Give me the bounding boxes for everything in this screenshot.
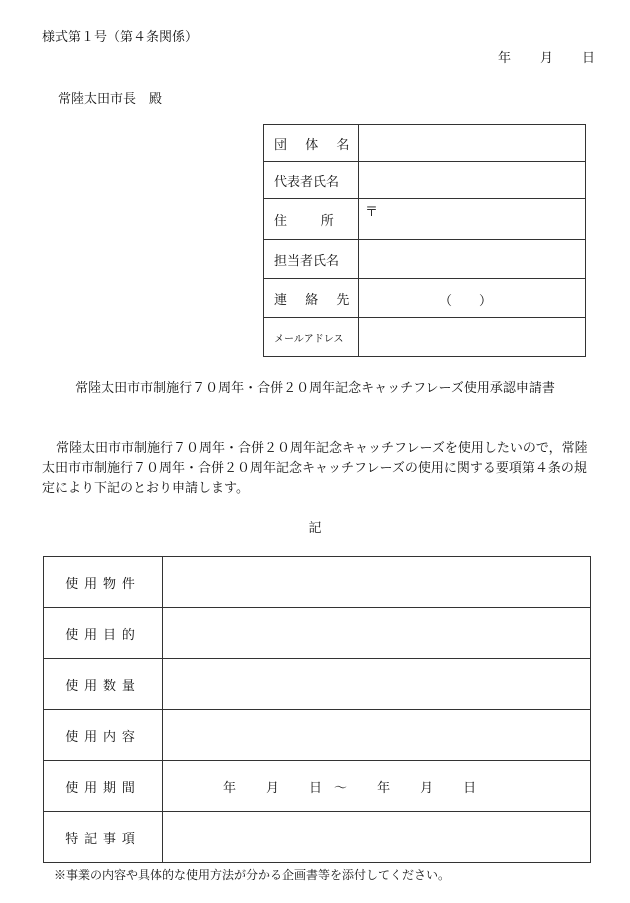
- date-year: 年: [498, 51, 512, 66]
- applicant-table: [263, 124, 586, 357]
- form-number: 様式第１号（第４条関係）: [42, 30, 199, 45]
- period-field[interactable]: [163, 761, 591, 812]
- period-label: 使用期間: [44, 761, 163, 812]
- paren-open: （: [439, 294, 453, 309]
- date-day: 日: [582, 51, 596, 66]
- period-end-day: 日: [463, 780, 477, 796]
- date-month: 月: [540, 51, 554, 66]
- org-name-label: 団 体 名: [264, 125, 359, 162]
- email-label: メールアドレス: [264, 318, 359, 357]
- submission-date: [498, 47, 595, 66]
- remarks-field[interactable]: [163, 812, 591, 863]
- quantity-field[interactable]: [163, 659, 591, 710]
- item-label: 使用物件: [44, 557, 163, 608]
- statement-text: 常陸太田市市制施行７０周年・合併２０周年記念キャッチフレーズを使用したいので，常陸太田市市制施行７０周年・合併２０周年記念キャッチフレーズの使用に関する要項第４条の規定により下記のとおり申請します。: [42, 441, 588, 496]
- content-field[interactable]: [163, 710, 591, 761]
- period-start-month: 月: [266, 780, 280, 796]
- application-statement: [42, 439, 592, 499]
- remarks-label: 特記事項: [44, 812, 163, 863]
- quantity-label: 使用数量: [44, 659, 163, 710]
- representative-field[interactable]: [359, 162, 586, 199]
- postal-mark: 〒: [365, 205, 379, 220]
- phone-parentheses: [439, 290, 492, 309]
- attachment-note: ※事業の内容や具体的な使用方法が分かる企画書等を添付してください。: [54, 868, 451, 882]
- address-field[interactable]: [359, 199, 586, 240]
- contact-person-label: 担当者氏名: [264, 240, 359, 279]
- period-start-day: 日: [309, 780, 323, 796]
- phone-field[interactable]: [359, 279, 586, 318]
- representative-label: 代表者氏名: [264, 162, 359, 199]
- period-start-year: 年: [223, 780, 237, 796]
- document-title: 常陸太田市市制施行７０周年・合併２０周年記念キャッチフレーズ使用承認申請書: [75, 381, 555, 396]
- period-tilde: ～: [334, 780, 348, 796]
- paren-close: ）: [479, 294, 493, 309]
- org-name-field[interactable]: [359, 125, 586, 162]
- ki-heading: 記: [308, 521, 322, 536]
- item-field[interactable]: [163, 557, 591, 608]
- purpose-field[interactable]: [163, 608, 591, 659]
- phone-label: 連 絡 先: [264, 279, 359, 318]
- purpose-label: 使用目的: [44, 608, 163, 659]
- email-field[interactable]: [359, 318, 586, 357]
- address-label: 住 所: [264, 199, 359, 240]
- contact-person-field[interactable]: [359, 240, 586, 279]
- period-end-month: 月: [420, 780, 434, 796]
- period-end-year: 年: [377, 780, 391, 796]
- addressee: 常陸太田市長 殿: [58, 92, 163, 107]
- details-table: [43, 556, 591, 863]
- content-label: 使用内容: [44, 710, 163, 761]
